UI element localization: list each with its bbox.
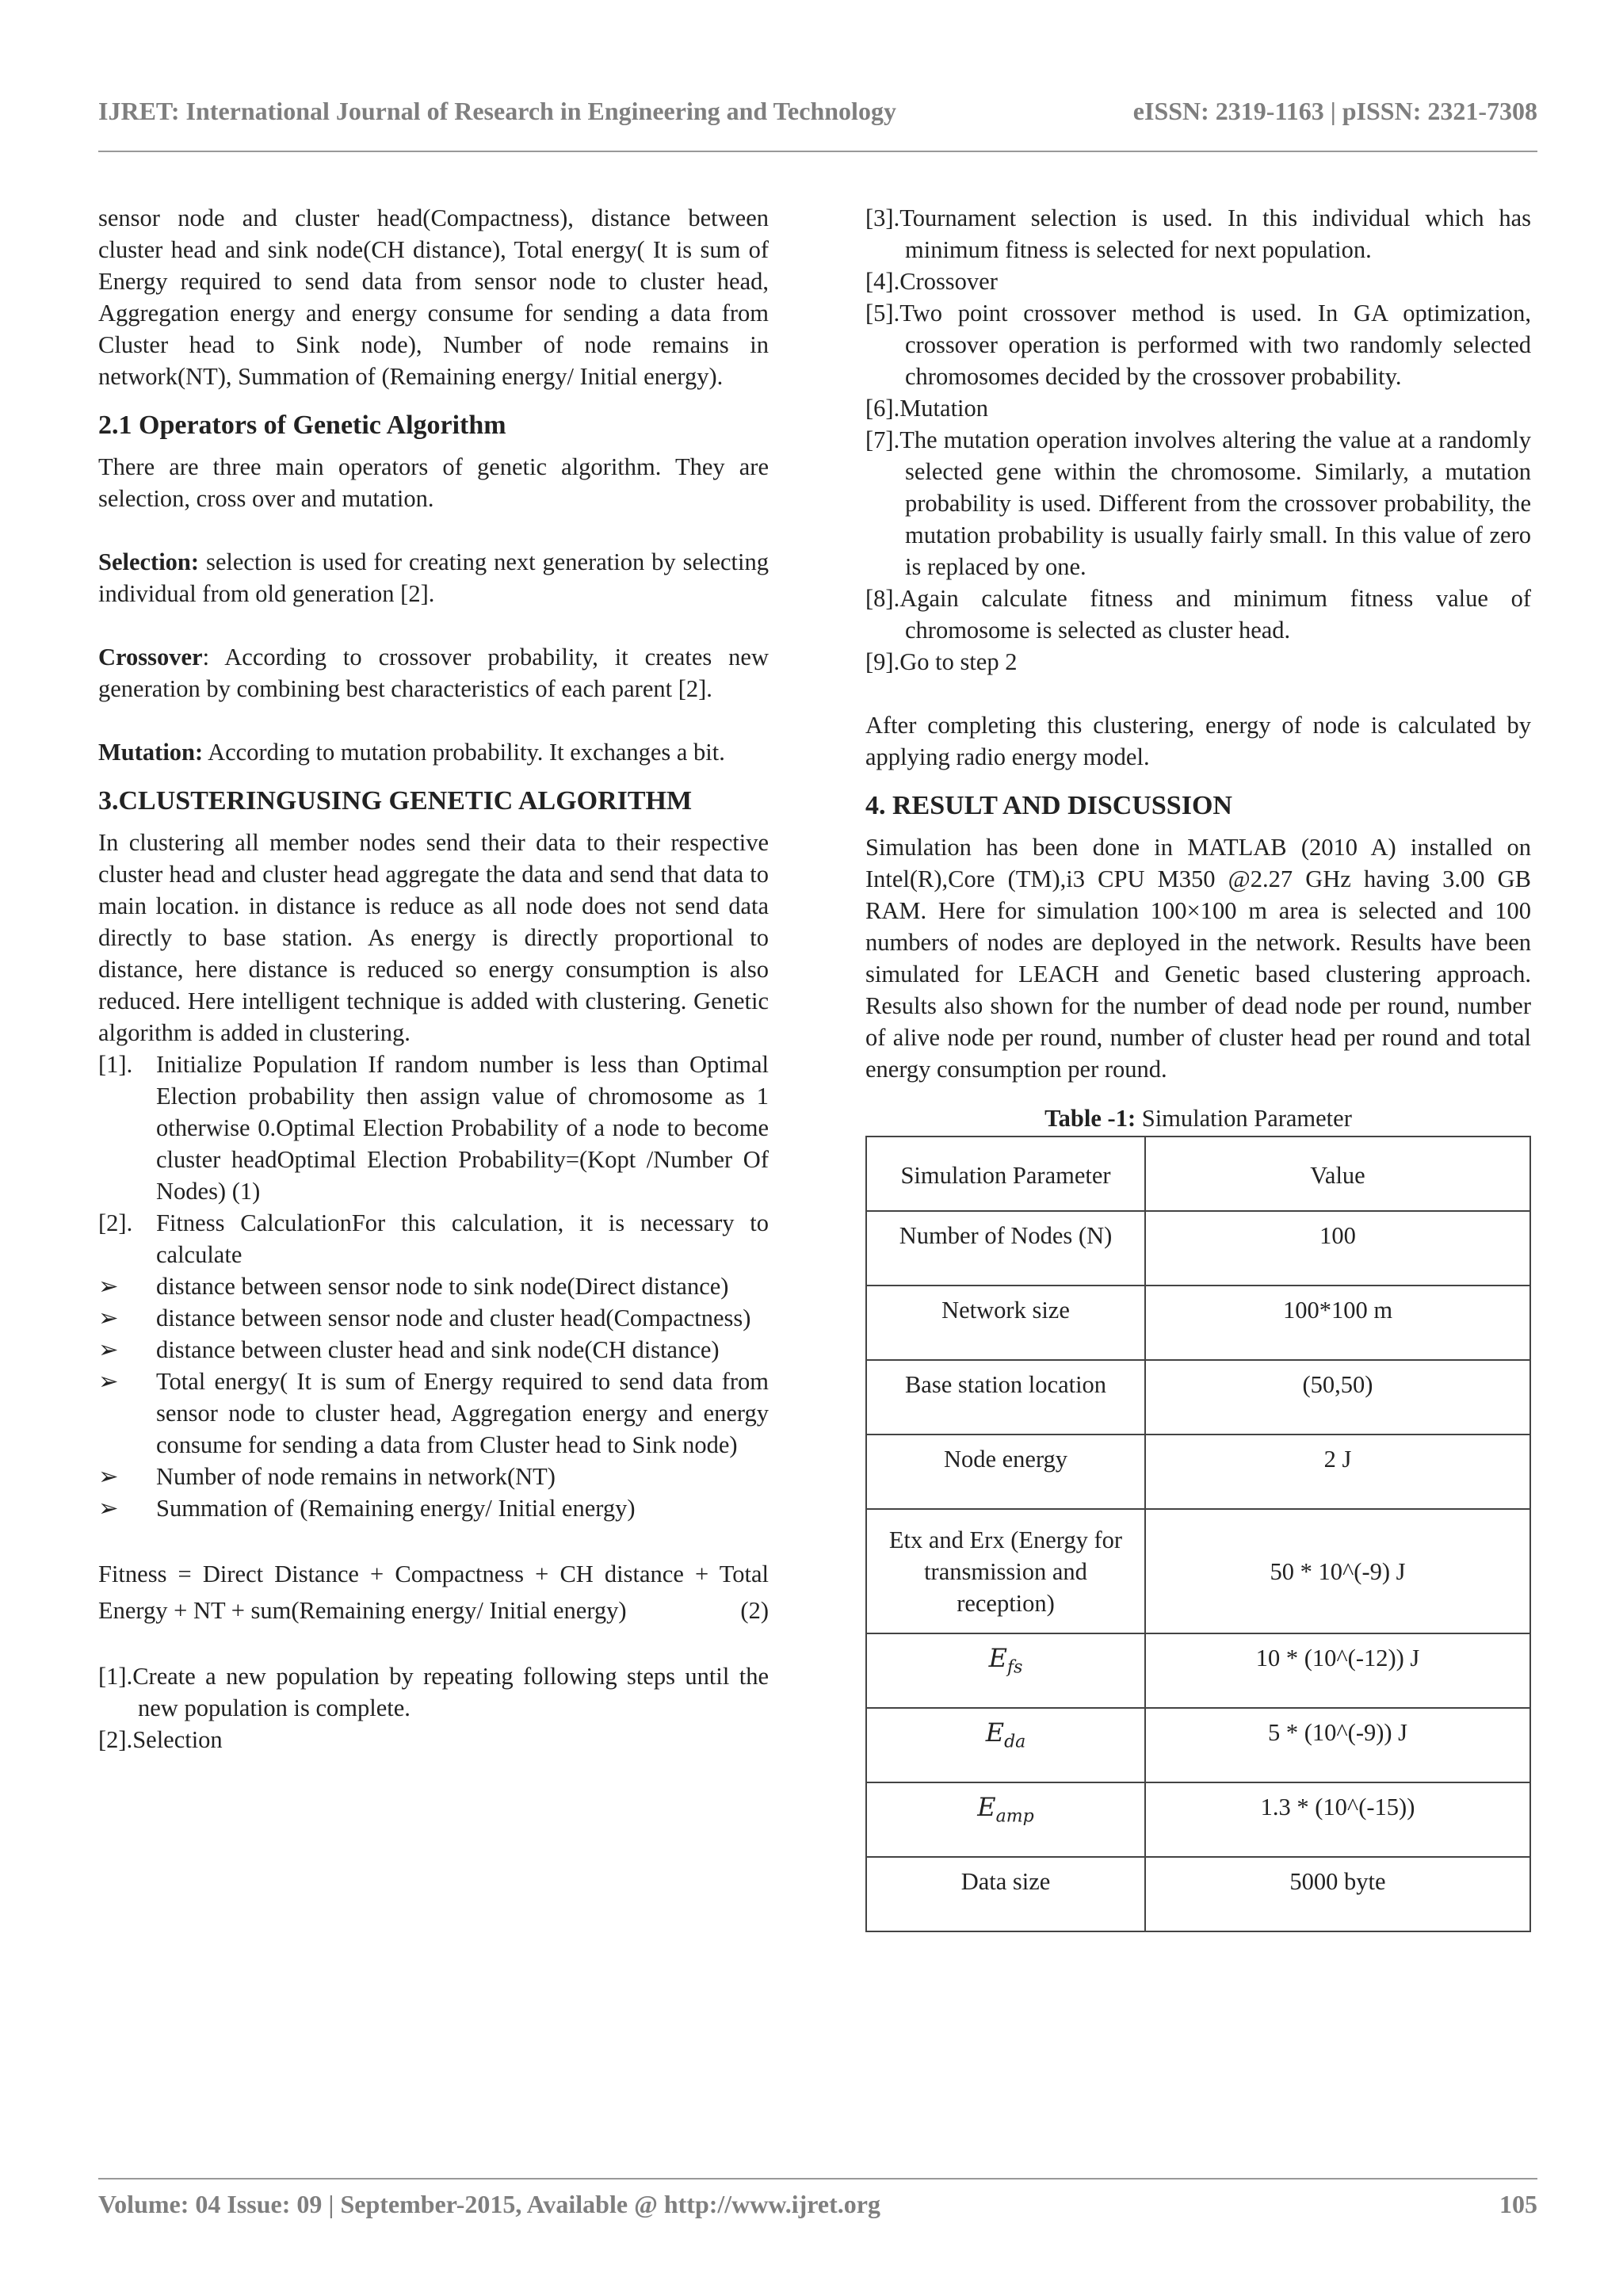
- footer-volume: Volume: 04 Issue: 09 | September-2015, Available @ http://www.ijret.org: [98, 2190, 880, 2218]
- table-row: $E_{da}$ 5 * (10^(-9)) J: [866, 1708, 1530, 1782]
- section-4-text: Simulation has been done in MATLAB (2010 A) installed on Intel(R),Core (TM),i3 CPU M350 @2.27 GHz having 3.00 GB RAM. Here for simulation 100×100 m area is selected and 100 numbers of nodes are deployed in the network. Results have been simulated for LEACH and Genetic based clustering approach. Results also shown for the number of dead node per round, number of alive node per round, number of cluster head per round and total energy consumption per round.: [865, 834, 1531, 1083]
- list-item: [4].Crossover: [865, 268, 998, 295]
- journal-title: IJRET: International Journal of Research in Engineering and Technology: [98, 97, 896, 125]
- footer-divider: [98, 2178, 1537, 2179]
- selection-term: Selection:: [98, 548, 200, 575]
- list-item: [9].Go to step 2: [865, 648, 1018, 675]
- fitness-formula: Fitness = Direct Distance + Compactness + CH distance + Total Energy + NT + sum(Remaining energy/ Initial energy): [98, 1561, 769, 1624]
- arrow-bullet-icon: ➢: [98, 1463, 119, 1490]
- list-item: [3].Tournament selection is used. In this individual which has minimum fitness is selected for next population.: [865, 204, 1531, 263]
- section-2-1-text: There are three main operators of genetic algorithm. They are selection, cross over and mutation.: [98, 453, 769, 512]
- mutation-text: According to mutation probability. It exchanges a bit.: [203, 739, 725, 766]
- page-number: 105: [1499, 2190, 1537, 2218]
- table-row: $E_{fs}$ 10 * (10^(-12)) J: [866, 1633, 1530, 1708]
- table-header-cell: Value: [1145, 1137, 1530, 1211]
- list-item: [6].Mutation: [865, 395, 989, 422]
- section-3-text: In clustering all member nodes send their data to their respective cluster head and cluster head aggregate the data and send that data to main location. in distance is reduce as all node does not send data directly to base station. As energy is directly proportional to distance, here distance is reduced so energy consumption is also reduced. Here intelligent technique is added with clustering. Genetic algorithm is added in clustering.: [98, 829, 769, 1046]
- bullet-item: ➢ distance between sensor node and cluster head(Compactness): [98, 1302, 769, 1334]
- mutation-term: Mutation:: [98, 739, 204, 766]
- crossover-paragraph: [98, 641, 769, 705]
- header-divider: [98, 151, 1537, 152]
- arrow-bullet-icon: ➢: [98, 1336, 119, 1363]
- list-item: [5].Two point crossover method is used. In GA optimization, crossover operation is performed with two randomly selected chromosomes decided by the crossover probability.: [865, 300, 1531, 390]
- section-3-heading: 3.CLUSTERINGUSING GENETIC ALGORITHM: [98, 786, 693, 816]
- crossover-text: : According to crossover probability, it creates new generation by combining best characteristics of each parent [2].: [98, 644, 769, 702]
- bullet-item: ➢ distance between sensor node to sink node(Direct distance): [98, 1270, 769, 1302]
- bullet-item: ➢ distance between cluster head and sink node(CH distance): [98, 1334, 769, 1366]
- right-column: [865, 202, 1531, 1932]
- table-row: Base station location (50,50): [866, 1360, 1530, 1435]
- table-row: Etx and Erx (Energy for transmission and reception) 50 * 10^(-9) J: [866, 1509, 1530, 1633]
- arrow-bullet-icon: ➢: [98, 1495, 119, 1522]
- eamp-symbol: $E_{amp}$: [866, 1782, 1145, 1857]
- list-item: [1]. Initialize Population If random number is less than Optimal Election probability then assign value of chromosome as 1 otherwise 0.Optimal Election Probability of a node to become cluster headOptimal Election Probability=(Kopt /Number Of Nodes) (1): [98, 1051, 769, 1205]
- table-header-row: [866, 1137, 1530, 1211]
- left-column: [98, 202, 769, 1755]
- table-label: Table -1:: [1044, 1105, 1136, 1132]
- bullet-item: ➢ Total energy( It is sum of Energy required to send data from sensor node to cluster head, Aggregation energy and energy consume for sending a data from Cluster head to Sink node): [98, 1366, 769, 1461]
- table-row: Number of Nodes (N) 100: [866, 1211, 1530, 1286]
- selection-text: selection is used for creating next generation by selecting individual from old generation [2].: [98, 548, 769, 607]
- bullet-item: ➢ Summation of (Remaining energy/ Initial energy): [98, 1492, 769, 1524]
- formula-number: (2): [740, 1597, 769, 1624]
- crossover-term: Crossover: [98, 644, 203, 670]
- list-item: [1].Create a new population by repeating following steps until the new population is complete.: [98, 1663, 769, 1721]
- list-item: [2].Selection: [98, 1726, 223, 1753]
- table-row: Network size 100*100 m: [866, 1286, 1530, 1360]
- table-header-cell: Simulation Parameter: [866, 1137, 1145, 1211]
- section-2-1-heading: 2.1 Operators of Genetic Algorithm: [98, 411, 506, 440]
- after-clustering-paragraph: After completing this clustering, energy of node is calculated by applying radio energy model.: [865, 712, 1531, 770]
- list-item: [7].The mutation operation involves altering the value at a randomly selected gene within the chromosome. Similarly, a mutation probability is used. Different from the crossover probability, the mutation probability is usually fairly small. In this value of zero is replaced by one.: [865, 426, 1531, 580]
- arrow-bullet-icon: ➢: [98, 1273, 119, 1300]
- ga-steps-continued: [865, 202, 1531, 678]
- table-row: Node energy 2 J: [866, 1435, 1530, 1509]
- mutation-paragraph: [98, 736, 769, 768]
- issn-info: eISSN: 2319-1163 | pISSN: 2321-7308: [1132, 97, 1537, 125]
- table-row: $E_{amp}$ 1.3 * (10^(-15)): [866, 1782, 1530, 1857]
- simulation-parameter-table: [865, 1136, 1531, 1932]
- arrow-bullet-icon: ➢: [98, 1305, 119, 1331]
- list-item: [2]. Fitness CalculationFor this calculation, it is necessary to calculate: [98, 1209, 769, 1268]
- table-caption: Table -1: Simulation Parameter: [1044, 1105, 1352, 1132]
- bullet-item: ➢ Number of node remains in network(NT): [98, 1461, 769, 1492]
- list-item: [8].Again calculate fitness and minimum fitness value of chromosome is selected as cluster head.: [865, 585, 1531, 644]
- table-row: Data size 5000 byte: [866, 1857, 1530, 1931]
- intro-paragraph: sensor node and cluster head(Compactness), distance between cluster head and sink node(CH distance), Total energy( It is sum of Energy required to send data from sensor node to cluster head, Aggregation energy and energy consume for sending a data from Cluster head to Sink node), Number of node remains in network(NT), Summation of (Remaining energy/ Initial energy).: [98, 204, 769, 390]
- selection-paragraph: [98, 546, 769, 609]
- ga-steps-list: [98, 1660, 769, 1755]
- section-4-heading: 4. RESULT AND DISCUSSION: [865, 791, 1232, 820]
- efs-symbol: $E_{fs}$: [866, 1633, 1145, 1708]
- arrow-bullet-icon: ➢: [98, 1368, 119, 1395]
- eda-symbol: $E_{da}$: [866, 1708, 1145, 1782]
